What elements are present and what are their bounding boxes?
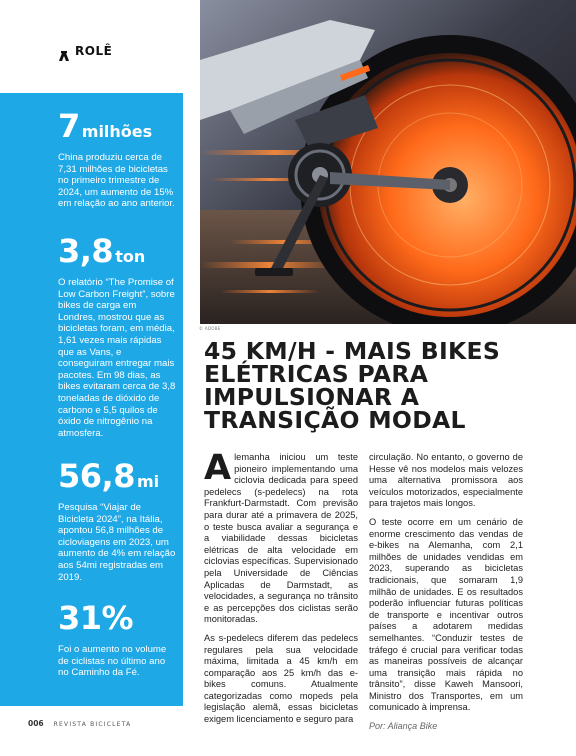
- stat-block: [58, 599, 176, 679]
- article-paragraph: Alemanha iniciou um teste pioneiro implementando uma ciclovia dedicada para speed pedelecs (s-pedelecs) na rota Frankfurt-Darmstadt. Com previsão para durar até a primavera de 2025, o teste busca avaliar a segurança e a viabilidade dessas bicicletas elétricas de alta velocidade em ciclovias específicas. Supervisionado pela Universidade de Ciências Aplicadas de Darmstadt, as velocidades, a segurança no trânsito e as percepções dos ciclistas serão monitoradas.: [204, 448, 358, 625]
- stat-unit: mi: [136, 472, 160, 491]
- stat-description: O relatório “The Promise of Low Carbon Freight”, sobre bikes de carga em Londres, mostrou que as bicicletas foram, em média, 1,61 vezes mais rápidas que as Vans, e conseguiram entregar mais pacotes. Em 98 dias, as bikes evitaram cerca de 3,8 toneladas de dióxido de carbono e 5,5 quilos de óxido de nitrogênio na atmosfera.: [58, 277, 176, 439]
- stat-description: China produziu cerca de 7,31 milhões de bicicletas no primeiro trimestre de 2024, um aumento de 15% em relação ao ano anterior.: [58, 152, 175, 210]
- stat-value: 56,8 mi: [58, 457, 160, 495]
- article-paragraph: As s-pedelecs diferem das pedelecs regulares pela sua velocidade máxima, limitada a 45 km/h em comparação aos 25 km/h das e-bikes comuns. Atualmente categorizadas como mopeds pela legislação alemã, essas bicicletas exigem licenciamento e seguro para: [204, 632, 358, 725]
- article-byline: Por: Aliança Bike: [369, 721, 438, 732]
- stat-description: Foi o aumento no volume de ciclistas no último ano no Caminho da Fé.: [58, 644, 167, 679]
- article-headline: 45 KM/H - MAIS BIKES ELÉTRICAS PARA IMPULSIONAR A TRANSIÇÃO MODAL: [204, 337, 501, 434]
- drop-cap: A: [204, 448, 232, 488]
- stat-value: 31%: [58, 599, 134, 637]
- stat-unit: milhões: [81, 122, 153, 141]
- magazine-name: REVISTA BICICLETA: [53, 721, 132, 728]
- page-number: 006: [28, 719, 44, 728]
- page-footer: [28, 719, 131, 728]
- stat-block: [58, 457, 176, 583]
- stat-description: Pesquisa “Viajar de Bicicleta 2024”, na Itália, apontou 56,8 milhões de cicloviagens em 2023, um aumento de 4% em relação aos 54mi registradas em 2019.: [58, 502, 176, 583]
- stat-unit: ton: [115, 247, 146, 266]
- article-column-2: [369, 452, 523, 740]
- bicycle-icon: [58, 46, 70, 56]
- photo-credit: © ADOBE: [199, 326, 221, 331]
- stat-block: [58, 107, 176, 210]
- stats-sidebar: [0, 93, 183, 706]
- article-paragraph: O teste ocorre em um cenário de enorme crescimento das vendas de e-bikes na Alemanha, com 2,1 milhões de unidades vendidas em 2023, superando as bicicletas tradicionais, que somaram 1,9 milhão de unidades. E os resultados poderão influenciar futuras políticas de transporte e incentivar outros países a adotarem medidas semelhantes. “Conduzir testes de tráfego é crucial para verificar todas as maneiras possíveis de alcançar uma transição mais rápida no trânsito”, disse Kaweh Mansoori, Ministro dos Transportes, em um comunicado à imprensa.: [369, 516, 523, 713]
- stat-value: 7 milhões: [58, 107, 153, 145]
- article-column-1: [204, 448, 358, 733]
- stat-block: [58, 232, 176, 439]
- article-paragraph: circulação. No entanto, o governo de Hesse vê nos modelos mais velozes uma alternativa promissora aos veículos motorizados, especialmente para trajetos mais longos.: [369, 452, 523, 509]
- e-bike-photo: [200, 0, 576, 324]
- stat-value: 3,8 ton: [58, 232, 146, 270]
- section-tag: [58, 44, 112, 58]
- section-label: ROLÊ: [75, 44, 113, 58]
